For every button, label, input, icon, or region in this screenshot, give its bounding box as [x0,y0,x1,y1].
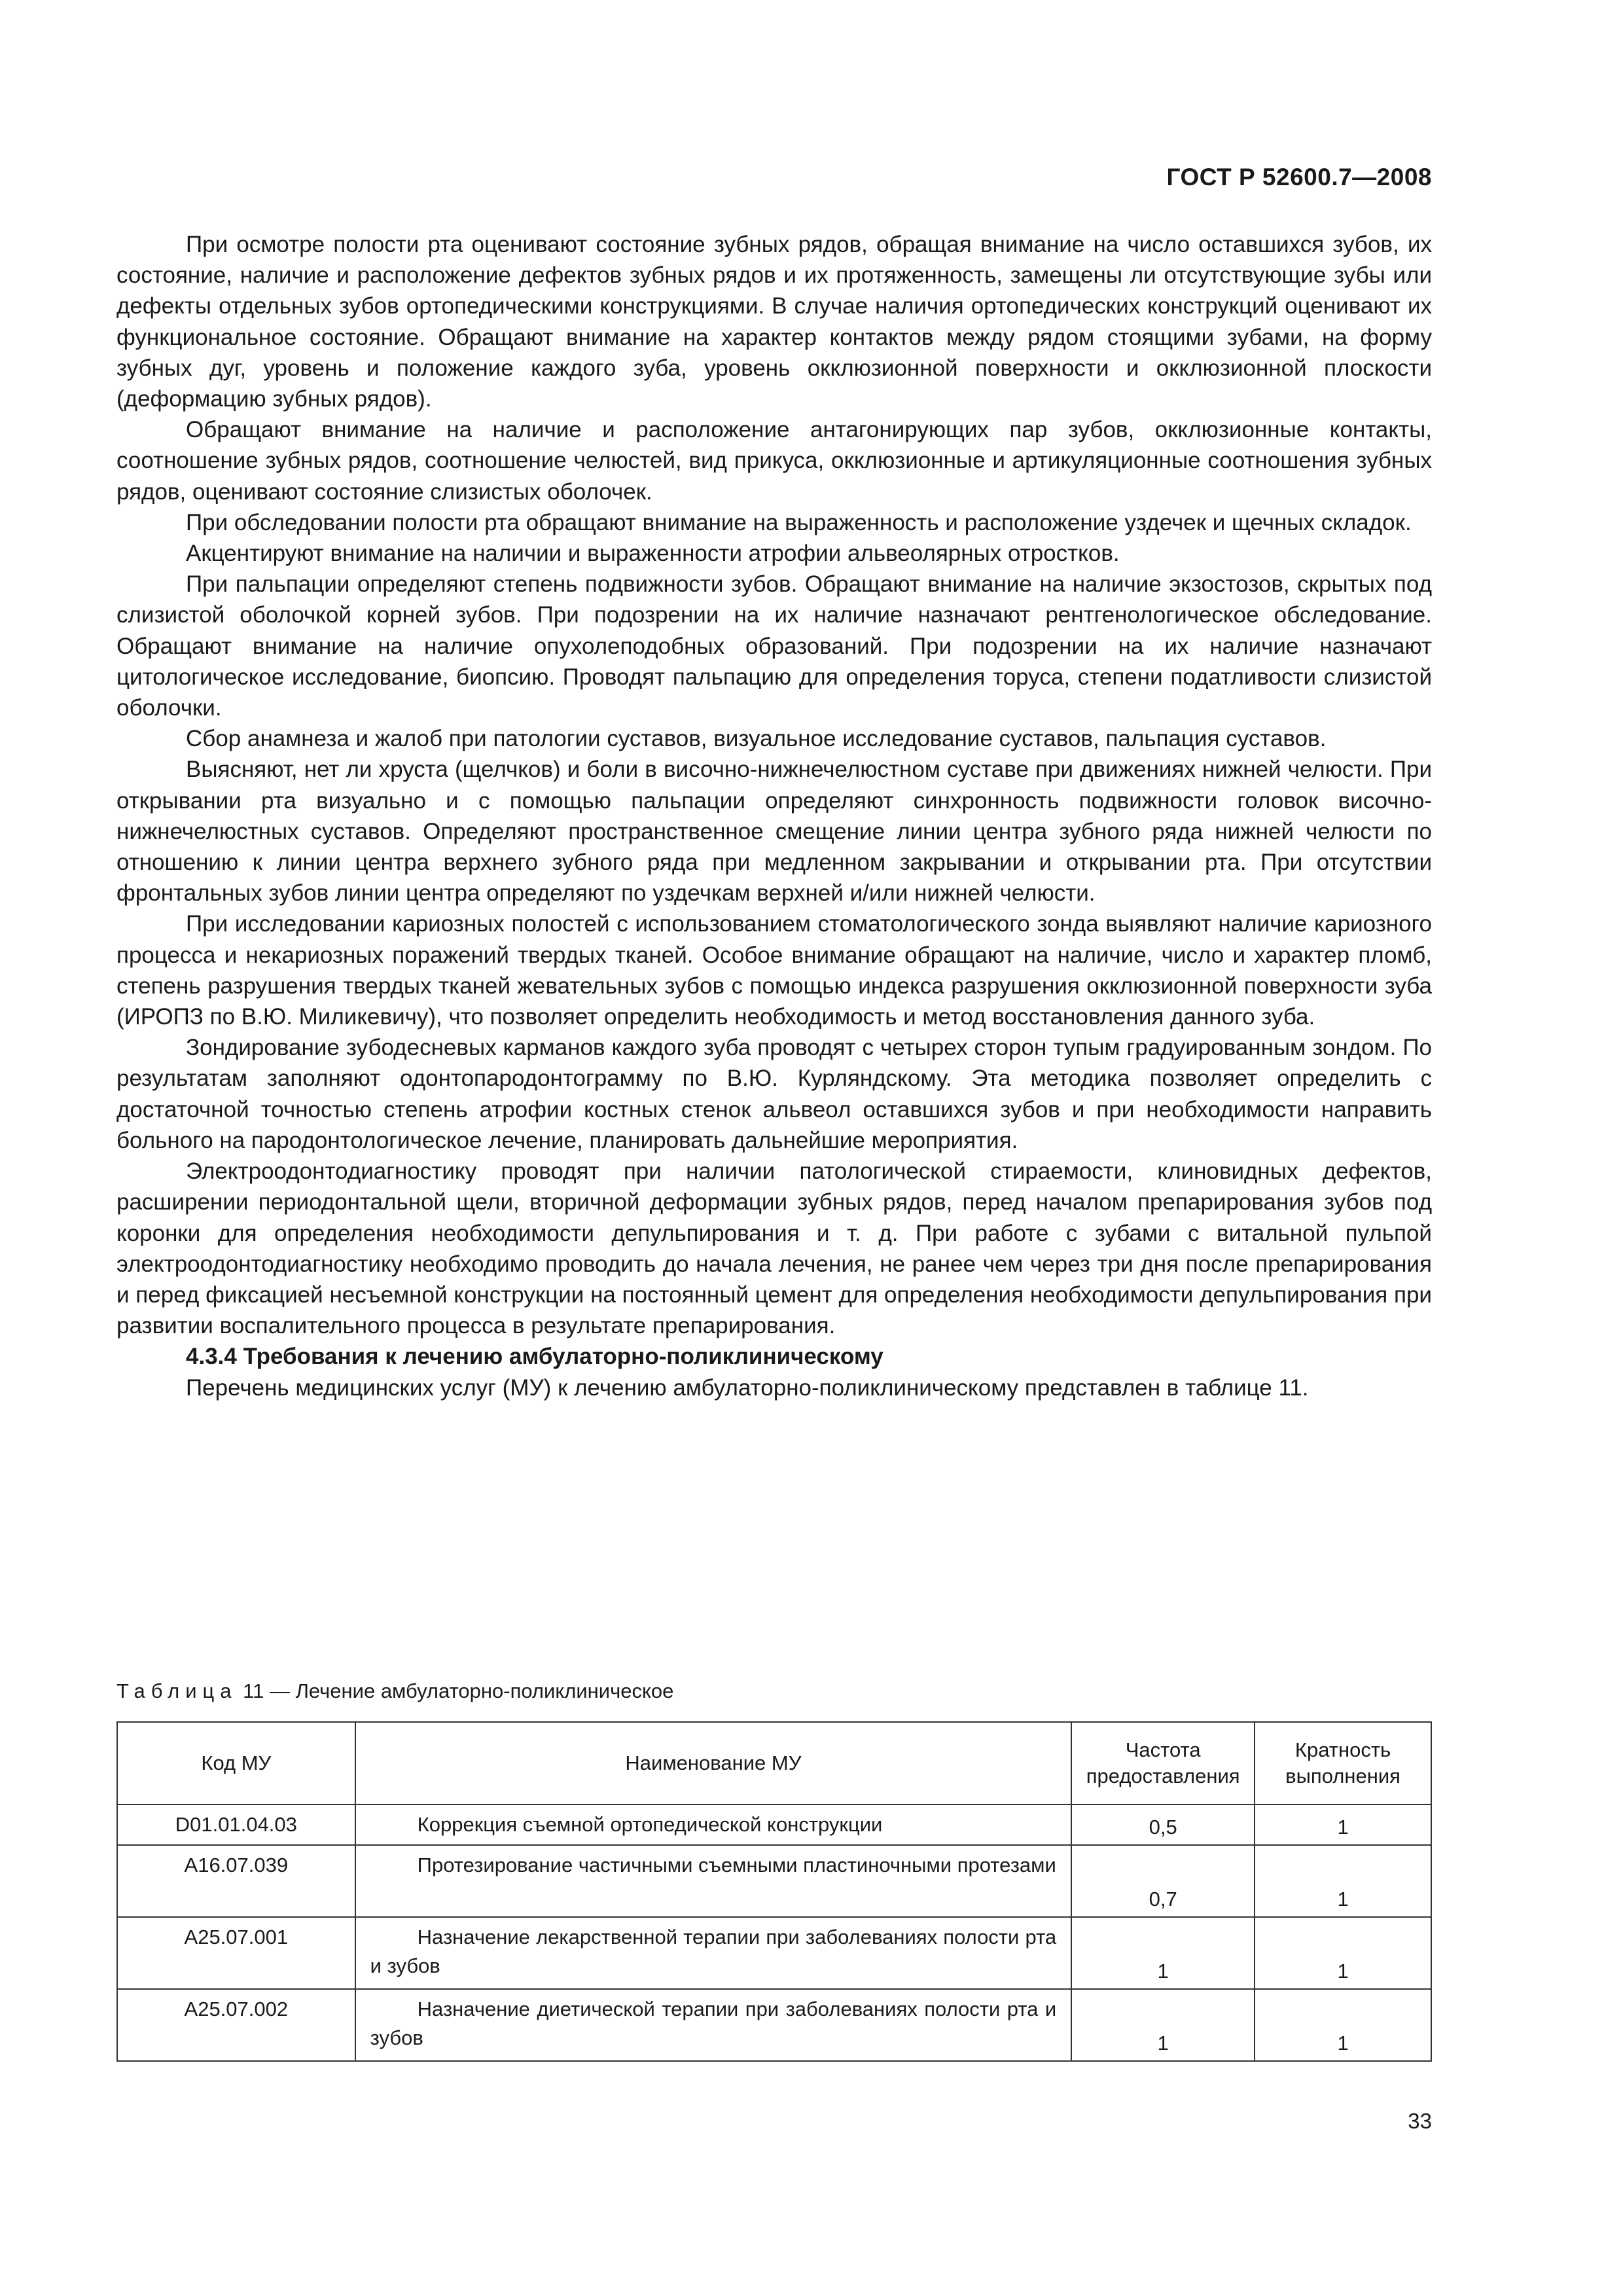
paragraph: При исследовании кариозных полостей с использованием стоматологического зонда выявляют наличие кариозного процесса и некариозных поражений твердых тканей. Особое внимание обращают на наличие, число и характер пломб, степень разрушения твердых тканей жевательных зубов с помощью индекса разрушения окклюзионной поверхности зуба (ИРОПЗ по В.Ю. Миликевичу), что позволяет определить необходимость и метод восстановления данного зуба. [116,911,1432,1030]
table-row [117,1804,1431,1845]
table-caption-label: Таблица [116,1679,238,1702]
page-number: 33 [1408,2109,1432,2133]
table-caption [116,1679,673,1703]
paragraph: Сбор анамнеза и жалоб при патологии суставов, визуальное исследование суставов, пальпация суставов. [186,726,1327,752]
paragraph: Зондирование зубодесневых карманов каждого зуба проводят с четырех сторон тупым градуированным зондом. По результатам заполняют одонтопародонтограмму по В.Ю. Курляндскому. Эта методика позволяет определить с достаточной точностью степень атрофии костных стенок альвеол оставшихся зубов и при необходимости направить больного на пародонтологическое лечение, планировать дальнейшие мероприятия. [116,1035,1432,1153]
cell-multiplicity: 1 [1255,1917,1431,1989]
cell-multiplicity: 1 [1255,1845,1431,1917]
col-header-code: Код МУ [117,1722,355,1804]
paragraph: При пальпации определяют степень подвижности зубов. Обращают внимание на наличие экзостозов, скрытых под слизистой оболочкой корней зубов. При подозрении на их наличие назначают рентгенологическое обследование. Обращают внимание на наличие опухолеподобных образований. При подозрении на их наличие назначают цитологическое исследование, биопсию. Проводят пальпацию для определения торуса, степени податливости слизистой оболочки. [116,571,1432,721]
table-row [117,1989,1431,2061]
paragraph: Выясняют, нет ли хруста (щелчков) и боли в височно-нижнечелюстном суставе при движениях нижней челюсти. При открывании рта визуально и с помощью пальпации определяют синхронность подвижности головок височно-нижнечелюстных суставов. Определяют пространственное смещение линии центра зубного ряда нижней челюсти по отношению к линии центра верхнего зубного ряда при медленном закрывании и открывании рта. При отсутствии фронтальных зубов линии центра определяют по уздечкам верхней и/или нижней челюсти. [116,757,1432,906]
cell-code: D01.01.04.03 [117,1804,355,1845]
paragraph: При осмотре полости рта оценивают состояние зубных рядов, обращая внимание на число оставшихся зубов, их состояние, наличие и расположение дефектов зубных рядов и их протяженность, замещены ли отсутствующие зубы или дефекты отдельных зубов ортопедическими конструкциями. В случае наличия ортопедических конструкций оценивают их функциональное состояние. Обращают внимание на характер контактов между рядом стоящими зубами, на форму зубных дуг, уровень и положение каждого зуба, уровень окклюзионной поверхности и окклюзионной плоскости (деформацию зубных рядов). [116,232,1432,412]
cell-name: Назначение диетической терапии при заболеваниях полости рта и зубов [355,1989,1072,2061]
paragraph: Обращают внимание на наличие и расположение антагонирующих пар зубов, окклюзионные контакты, соотношение зубных рядов, соотношение челюстей, вид прикуса, окклюзионные и артикуляционные соотношения зубных рядов, оценивают состояние слизистых оболочек. [116,417,1432,505]
table-caption-text: 11 — Лечение амбулаторно-поликлиническое [237,1679,674,1702]
col-header-frequency: Частота предоставления [1071,1722,1255,1804]
table-row [117,1917,1431,1989]
cell-code: A25.07.002 [117,1989,355,2061]
cell-code: A16.07.039 [117,1845,355,1917]
cell-name: Протезирование частичными съемными пластиночными протезами [355,1845,1072,1917]
col-header-multiplicity: Кратность выполнения [1255,1722,1431,1804]
cell-multiplicity: 1 [1255,1804,1431,1845]
cell-code: A25.07.001 [117,1917,355,1989]
cell-multiplicity: 1 [1255,1989,1431,2061]
paragraph: При обследовании полости рта обращают внимание на выраженность и расположение уздечек и щечных складок. [186,509,1412,535]
services-table [116,1721,1432,2062]
section-heading: 4.3.4 Требования к лечению амбулаторно-поликлиническому [186,1344,883,1370]
section-intro: Перечень медицинских услуг (МУ) к лечению амбулаторно-поликлиническому представлен в таблице 11. [186,1374,1309,1401]
document-header: ГОСТ Р 52600.7—2008 [1166,164,1432,190]
cell-frequency: 1 [1071,1989,1255,2061]
table-row [117,1845,1431,1917]
col-header-name: Наименование МУ [355,1722,1072,1804]
paragraph: Электроодонтодиагностику проводят при наличии патологической стираемости, клиновидных дефектов, расширении периодонтальной щели, вторичной деформации зубных рядов, перед началом препарирования зубов под коронки для определения необходимости депульпирования и т. д. При работе с зубами с витальной пульпой электроодонтодиагностику необходимо проводить до начала лечения, не ранее чем через три дня после препарирования и перед фиксацией несъемной конструкции на постоянный цемент для определения необходимости депульпирования при развитии воспалительного процесса в результате препарирования. [116,1158,1432,1339]
cell-frequency: 1 [1071,1917,1255,1989]
table-header-row [117,1722,1431,1804]
body-text [116,229,1432,1403]
paragraph: Акцентируют внимание на наличии и выраженности атрофии альвеолярных отростков. [186,541,1120,567]
cell-frequency: 0,7 [1071,1845,1255,1917]
cell-name: Коррекция съемной ортопедической конструкции [355,1804,1072,1845]
cell-frequency: 0,5 [1071,1804,1255,1845]
cell-name: Назначение лекарственной терапии при заболеваниях полости рта и зубов [355,1917,1072,1989]
